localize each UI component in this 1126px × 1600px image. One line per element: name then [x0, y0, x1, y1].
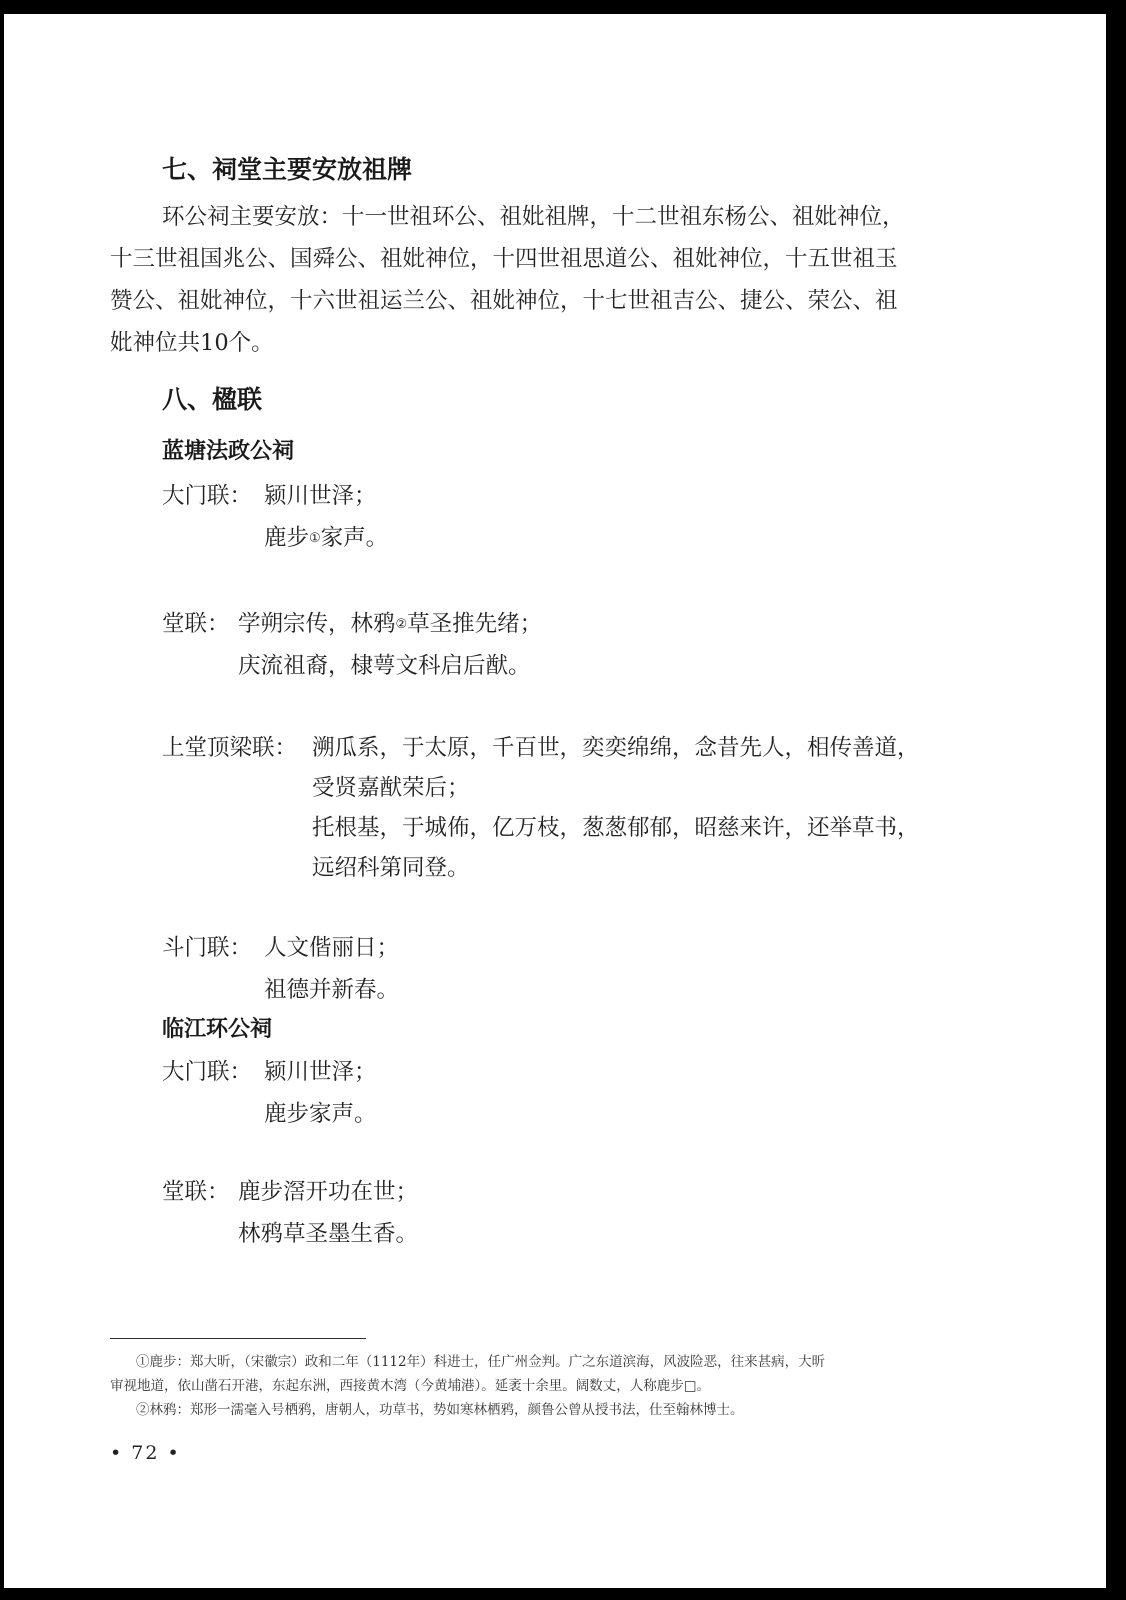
couplet-label-tang: 堂联： — [162, 1179, 230, 1205]
couplet-label-liang: 上堂顶梁联： — [162, 735, 298, 761]
couplet-label-damen: 大门联： — [162, 483, 253, 509]
couplet-line: 鹿步滘开功在世； — [238, 1179, 419, 1205]
couplet-text: 草圣推先绪； — [407, 611, 543, 637]
couplet-text: 鹿步 — [264, 525, 310, 551]
footnote-1-line-1: ①鹿步：郑大昕，（宋徽宗）政和二年（1112年）科进士，任广州佥判。广之东道滨海，风波险恶，往来甚病，大昕 — [136, 1354, 826, 1370]
couplet-line: 受贤嘉猷荣后； — [312, 775, 470, 801]
couplet-line: 林鸦草圣墨生香。 — [238, 1221, 419, 1247]
couplet-line: 溯瓜系，于太原，千百世，奕奕绵绵，念昔先人，相传善道， — [312, 735, 920, 761]
couplet-line: 庆流祖裔，棣萼文科启后猷。 — [238, 653, 531, 679]
couplet-label-doumen: 斗门联： — [162, 935, 253, 961]
footnote-2: ②林鸦：郑形一濡毫入号栖鸦，唐朝人，功草书，势如寒林栖鸦，颜鲁公曾从授书法，仕至翰林博士。 — [136, 1402, 744, 1418]
couplet-text: 学朔宗传，林鸦 — [238, 611, 396, 637]
couplet-line: 鹿步家声。 — [264, 1101, 377, 1127]
paragraph-line-2: 十三世祖国兆公、国舜公、祖妣神位，十四世祖思道公、祖妣神位，十五世祖玉 — [110, 246, 898, 272]
couplet-text: 家声。 — [320, 525, 389, 551]
subheading-linjiang: 临江环公祠 — [162, 1017, 273, 1042]
subheading-lantang: 蓝塘法政公祠 — [162, 439, 295, 464]
couplet-line: 颍川世泽； — [264, 1059, 377, 1085]
couplet-line: 祖德并新春。 — [264, 977, 400, 1003]
footnote-marker-1: ① — [309, 531, 321, 546]
page-number: • 72 • — [110, 1442, 181, 1464]
paragraph-line-3: 赞公、祖妣神位，十六世祖运兰公、祖妣神位，十七世祖吉公、捷公、荣公、祖 — [110, 288, 898, 314]
footnote-1-line-2: 审视地道，依山凿石开港，东起东洲，西接黄木湾（今黄埔港）。延袤十余里。阔数丈，人称鹿步□。 — [110, 1378, 711, 1394]
couplet-label-tang: 堂联： — [162, 611, 230, 637]
footnote-divider — [110, 1338, 366, 1339]
couplet-label-damen: 大门联： — [162, 1059, 253, 1085]
section-heading-eight: 八、楹联 — [162, 385, 263, 414]
document-page — [4, 14, 1106, 1588]
couplet-line: 颍川世泽； — [264, 483, 377, 509]
footnote-marker-2: ② — [395, 617, 408, 632]
section-heading-seven: 七、祠堂主要安放祖牌 — [162, 155, 413, 184]
paragraph-line-4: 妣神位共10个。 — [110, 330, 274, 356]
couplet-line: 人文偕丽日； — [264, 935, 400, 961]
couplet-line: 远绍科第同登。 — [312, 855, 470, 881]
couplet-line: 托根基，于城佈，亿万枝，葱葱郁郁，昭慈来许，还举草书， — [312, 815, 920, 841]
couplet-line — [264, 520, 388, 552]
paragraph-line-1: 环公祠主要安放：十一世祖环公、祖妣祖牌，十二世祖东杨公、祖妣神位， — [162, 204, 905, 230]
couplet-line — [238, 606, 542, 638]
